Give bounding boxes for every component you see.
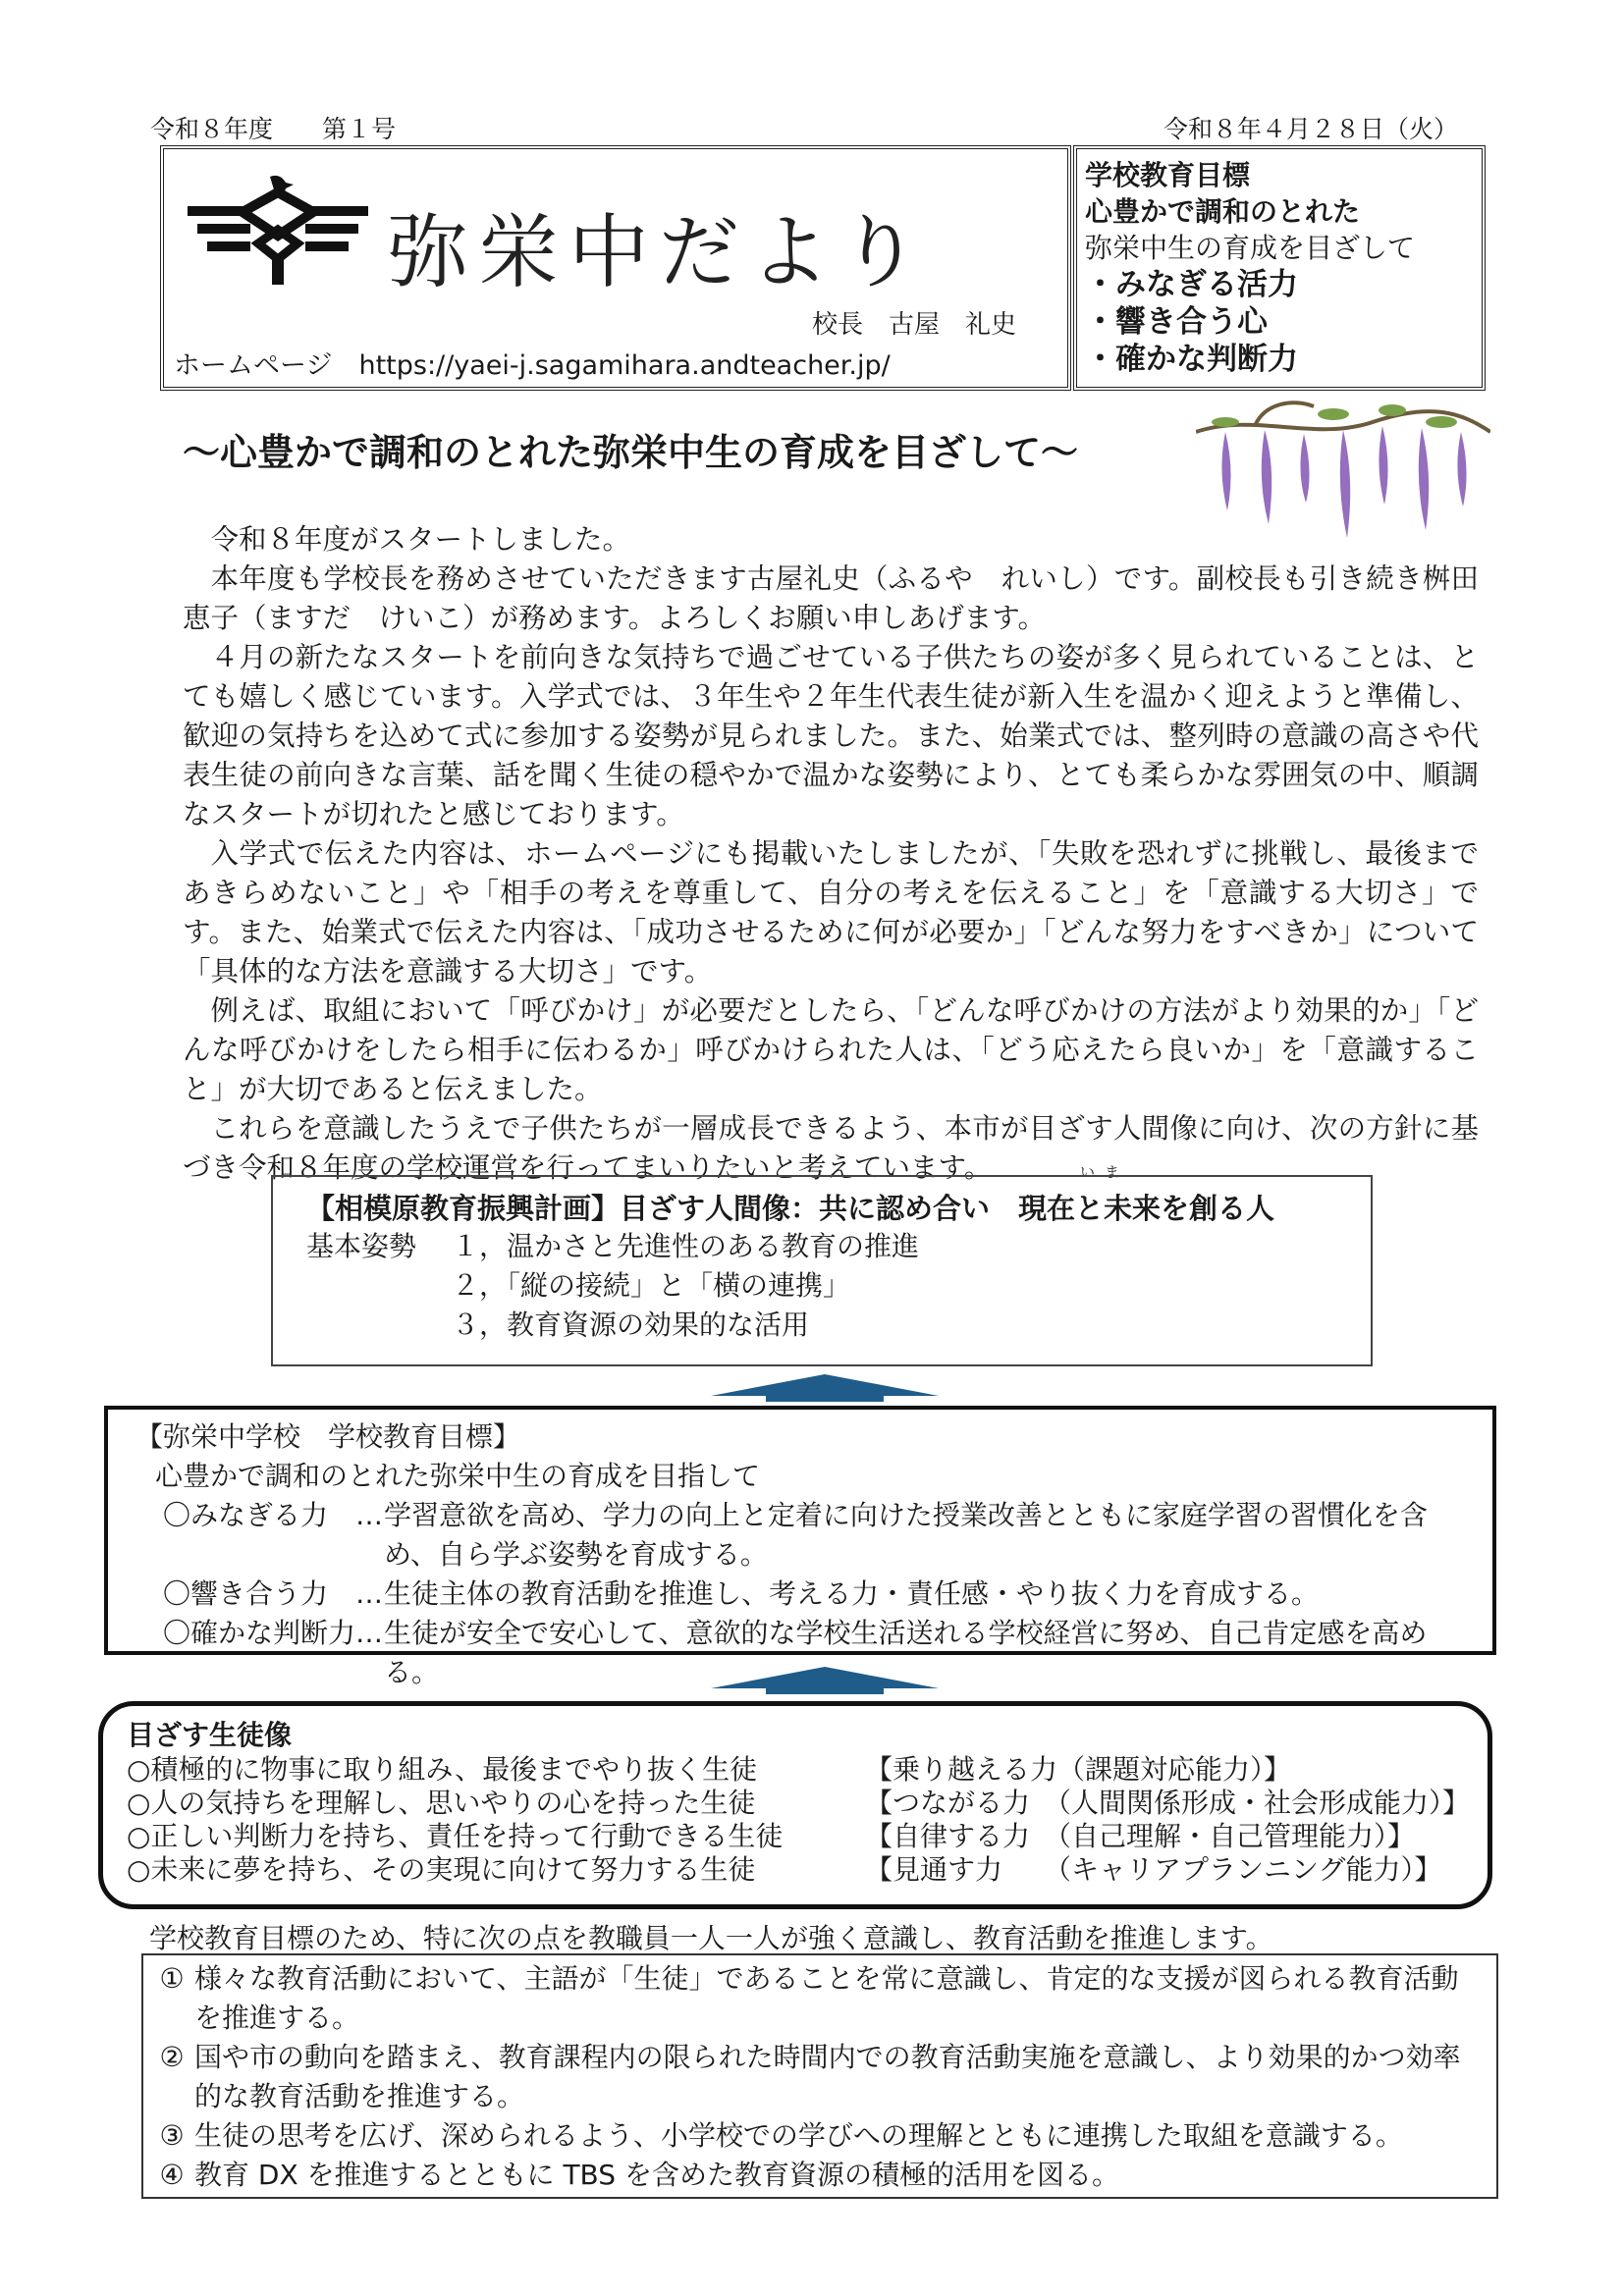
student-row bbox=[127, 1787, 1488, 1820]
issue-label: 令和８年度 第１号 bbox=[150, 115, 397, 143]
article-body bbox=[183, 520, 1479, 1188]
student-ability: 【乗り越える力（課題対応能力）】 bbox=[865, 1753, 1292, 1786]
goal-value: 生徒主体の教育活動を推進し、考える力・責任感・やり抜く力を育成する。 bbox=[384, 1577, 1320, 1610]
student-row bbox=[127, 1853, 1488, 1887]
goal-key: 〇確かな判断力… bbox=[163, 1617, 384, 1649]
student-row bbox=[127, 1753, 1488, 1787]
paragraph: 令和８年度がスタートしました。 bbox=[210, 523, 631, 556]
school-goal-subtitle: 心豊かで調和のとれた弥栄中生の育成を目指して bbox=[155, 1460, 761, 1492]
goal-bullet: ・みなぎる活力 bbox=[1085, 267, 1298, 302]
goal-key: 〇みなぎる力 … bbox=[163, 1499, 384, 1531]
paragraph: 例えば、取組において「呼びかけ」が必要だとしたら、「どんな呼びかけの方法がより効果的か」「どんな呼びかけをしたら相手に伝わるか」呼びかけられた人は、「どう応えたら良いか」を「意識すること」が大切であると伝えました。 bbox=[183, 994, 1479, 1105]
school-goal-title: 【弥栄中学校 学校教育目標】 bbox=[135, 1420, 521, 1453]
focus-text: 教育 DX を推進するとともに TBS を含めた教育資源の積極的活用を図る。 bbox=[194, 2159, 1119, 2191]
school-goal-summary bbox=[1073, 145, 1486, 391]
plan-item: ２，「縦の接続」と「横の連携」 bbox=[452, 1269, 851, 1302]
focus-number: ③ bbox=[159, 2119, 185, 2152]
homepage-url[interactable]: ホームページ https://yaei-j.sagamihara.andteacher.jp/ bbox=[174, 350, 891, 381]
school-goal-box bbox=[104, 1406, 1496, 1688]
student-trait: ○正しい判断力を持ち、責任を持って行動できる生徒 bbox=[127, 1820, 784, 1852]
focus-text: 国や市の動向を踏まえ、教育課程内の限られた時間内での教育活動実施を意識し、より効果的かつ効率的な教育活動を推進する。 bbox=[194, 2041, 1461, 2112]
goal-value: 生徒が安全で安心して、意欲的な学校生活送れる学校経営に努め、自己肯定感を高める。 bbox=[384, 1617, 1428, 1688]
plan-label: 基本姿勢 bbox=[306, 1230, 417, 1262]
education-plan-box bbox=[271, 1175, 1373, 1366]
focus-item bbox=[149, 2116, 1477, 2156]
plan-title: 【相模原教育振興計画】目ざす人間像：共に認め合い 現在と未来を創る人 bbox=[306, 1192, 1275, 1225]
focus-number: ① bbox=[159, 1962, 185, 1995]
masthead bbox=[160, 145, 1071, 391]
goal-bullet: ・確かな判断力 bbox=[1085, 342, 1298, 377]
focus-item bbox=[149, 2156, 1477, 2195]
focus-item bbox=[149, 2038, 1477, 2116]
paragraph: これらを意識したうえで子供たちが一層成長できるよう、本市が目ざす人間像に向け、次の方針に基づき令和８年度の学校運営を行ってまいりたいと考えています。 bbox=[183, 1112, 1479, 1184]
principal-name: 校長 古屋 礼史 bbox=[812, 310, 1017, 340]
goal-row bbox=[135, 1496, 1473, 1575]
student-image-title: 目ざす生徒像 bbox=[127, 1719, 293, 1751]
paragraph: 入学式で伝えた内容は、ホームページにも掲載いたしましたが、「失敗を恐れずに挑戦し、最後まであきらめないこと」や「相手の考えを尊重して、自分の考えを伝えること」を「意識する大切さ」です。また、始業式で伝えた内容は、「成功させるために何が必要か」「どんな努力をすべきか」について「具体的な方法を意識する大切さ」です。 bbox=[183, 837, 1479, 988]
paragraph: ４月の新たなスタートを前向きな気持ちで過ごせている子供たちの姿が多く見られていることは、とても嬉しく感じています。入学式では、３年生や２年生代表生徒が新入生を温かく迎えようと準備し、歓迎の気持ちを込めて式に参加する姿勢が見られました。また、始業式では、整列時の意識の高さや代表生徒の前向きな言葉、話を聞く生徒の穏やかで温かな姿勢により、とても柔らかな雰囲気の中、順調なスタートが切れたと感じております。 bbox=[183, 641, 1479, 830]
student-ability: 【自律する力 （自己理解・自己管理能力）】 bbox=[865, 1820, 1416, 1852]
up-arrow-icon bbox=[707, 1665, 943, 1696]
goal-row bbox=[135, 1575, 1473, 1614]
focus-intro: 学校教育目標のため、特に次の点を教職員一人一人が強く意識し、教育活動を推進します。 bbox=[149, 1922, 1273, 1954]
issue-date: 令和８年４月２８日（火） bbox=[1163, 115, 1458, 143]
ruby-annotation: いま bbox=[1080, 1163, 1130, 1181]
focus-number: ④ bbox=[159, 2159, 185, 2191]
student-trait: ○人の気持ちを理解し、思いやりの心を持った生徒 bbox=[127, 1787, 756, 1819]
focus-item bbox=[149, 1959, 1477, 2038]
student-ability: 【つながる力 （人間関係形成・社会形成能力）】 bbox=[865, 1787, 1471, 1819]
student-ability: 【見通す力 （キャリアプランニング能力）】 bbox=[865, 1853, 1442, 1886]
paragraph: 本年度も学校長を務めさせていただきます古屋礼史（ふるや れいし）です。副校長も引き続き桝田恵子（ますだ けいこ）が務めます。よろしくお願い申しあげます。 bbox=[183, 562, 1479, 634]
focus-points-box bbox=[141, 1953, 1498, 2199]
school-emblem-icon bbox=[184, 173, 372, 291]
student-trait: ○積極的に物事に取り組み、最後までやり抜く生徒 bbox=[127, 1753, 758, 1786]
focus-text: 様々な教育活動において、主語が「生徒」であることを常に意識し、肯定的な支援が図られる教育活動を推進する。 bbox=[194, 1962, 1459, 2034]
newsletter-title: 弥栄中だより bbox=[388, 206, 931, 299]
goal-line-1: 心豊かで調和のとれた bbox=[1085, 195, 1361, 228]
student-row bbox=[127, 1820, 1488, 1853]
headline: ～心豊かで調和のとれた弥栄中生の育成を目ざして～ bbox=[183, 431, 1079, 474]
goal-line-2: 弥栄中生の育成を目ざして bbox=[1085, 232, 1416, 264]
student-trait: ○未来に夢を持ち、その実現に向けて努力する生徒 bbox=[127, 1853, 756, 1886]
goal-key: 〇響き合う力 … bbox=[163, 1577, 384, 1610]
up-arrow-icon bbox=[707, 1372, 943, 1404]
goal-value: 学習意欲を高め、学力の向上と定着に向けた授業改善とともに家庭学習の習慣化を含め、自ら学ぶ姿勢を育成する。 bbox=[384, 1499, 1428, 1571]
target-student-box bbox=[98, 1701, 1492, 1909]
focus-number: ② bbox=[159, 2041, 185, 2073]
goal-bullet: ・響き合う心 bbox=[1085, 304, 1268, 340]
goal-heading: 学校教育目標 bbox=[1085, 159, 1251, 191]
plan-item: ３，教育資源の効果的な活用 bbox=[452, 1308, 810, 1341]
focus-text: 生徒の思考を広げ、深められるよう、小学校での学びへの理解とともに連携した取組を意識する。 bbox=[194, 2119, 1403, 2152]
plan-item: １，温かさと先進性のある教育の推進 bbox=[452, 1230, 920, 1262]
